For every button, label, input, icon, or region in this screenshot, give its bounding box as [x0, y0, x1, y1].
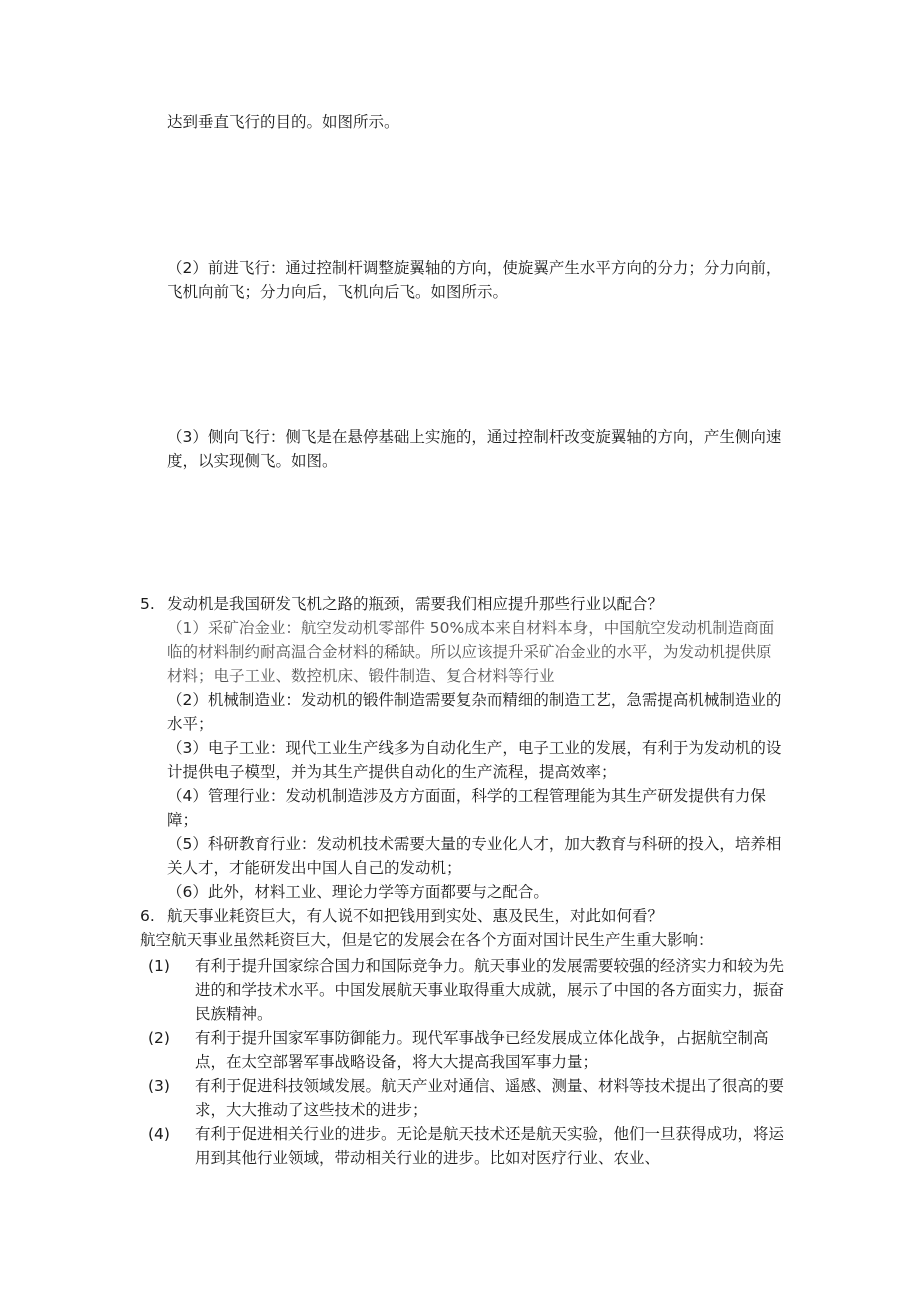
q6-item-3-number: (3) [148, 1077, 170, 1095]
intro-line: 达到垂直飞行的目的。如图所示。 [167, 113, 400, 131]
q5-question: 发动机是我国研发飞机之路的瓶颈，需要我们相应提升那些行业以配合？ [167, 595, 664, 613]
q5-item-2: （2）机械制造业：发动机的锻件制造需要复杂而精细的制造工艺，急需提高机械制造业的水平； [167, 691, 782, 733]
q6-question: 航天事业耗资巨大，有人说不如把钱用到实处、惠及民生，对此如何看？ [167, 907, 664, 925]
q6-item-4-number: (4) [148, 1125, 170, 1143]
q5-item-5: （5）科研教育行业：发动机技术需要大量的专业化人才，加大教育与科研的投入，培养相关人才，才能研发出中国人自己的发动机； [167, 835, 782, 877]
q6-item-2-number: (2) [148, 1029, 170, 1047]
q6-item-3-text: 有利于促进科技领域发展。航天产业对通信、遥感、测量、材料等技术提出了很高的要求，大大推动了这些技术的进步； [195, 1077, 785, 1119]
q5-item-4: （4）管理行业：发动机制造涉及方方面面，科学的工程管理能为其生产研发提供有力保障； [167, 787, 766, 829]
sideways-flight-paragraph: （3）侧向飞行：侧飞是在悬停基础上实施的，通过控制杆改变旋翼轴的方向，产生侧向速度，以实现侧飞。如图。 [167, 428, 782, 470]
q5-number: 5. [140, 595, 155, 613]
q6-intro: 航空航天事业虽然耗资巨大，但是它的发展会在各个方面对国计民生产生重大影响： [140, 931, 714, 949]
forward-flight-paragraph: （2）前进飞行：通过控制杆调整旋翼轴的方向，使旋翼产生水平方向的分力；分力向前，飞机向前飞；分力向后，飞机向后飞。如图所示。 [167, 259, 782, 301]
q5-item-6: （6）此外，材料工业、理论力学等方面都要与之配合。 [167, 883, 549, 901]
q5-item-1: （1）采矿冶金业：航空发动机零部件 50%成本来自材料本身，中国航空发动机制造商面临的材料制约耐高温合金材料的稀缺。所以应该提升采矿冶金业的水平，为发动机提供原材料；电子工业、数控机床、锻件制造、复合材料等行业 [167, 619, 775, 685]
q6-item-1-text: 有利于提升国家综合国力和国际竞争力。航天事业的发展需要较强的经济实力和较为先进的和学技术水平。中国发展航天事业取得重大成就，展示了中国的各方面实力，振奋民族精神。 [195, 957, 785, 1023]
q6-item-1-number: (1) [148, 957, 170, 975]
q6-item-4-text: 有利于促进相关行业的进步。无论是航天技术还是航天实验，他们一旦获得成功，将运用到其他行业领域，带动相关行业的进步。比如对医疗行业、农业、 [195, 1125, 785, 1167]
q6-number: 6. [140, 907, 155, 925]
q6-item-2-text: 有利于提升国家军事防御能力。现代军事战争已经发展成立体化战争，占据航空制高点，在太空部署军事战略设备，将大大提高我国军事力量； [195, 1029, 769, 1071]
q5-item-3: （3）电子工业：现代工业生产线多为自动化生产，电子工业的发展，有利于为发动机的设计提供电子模型，并为其生产提供自动化的生产流程，提高效率； [167, 739, 782, 781]
